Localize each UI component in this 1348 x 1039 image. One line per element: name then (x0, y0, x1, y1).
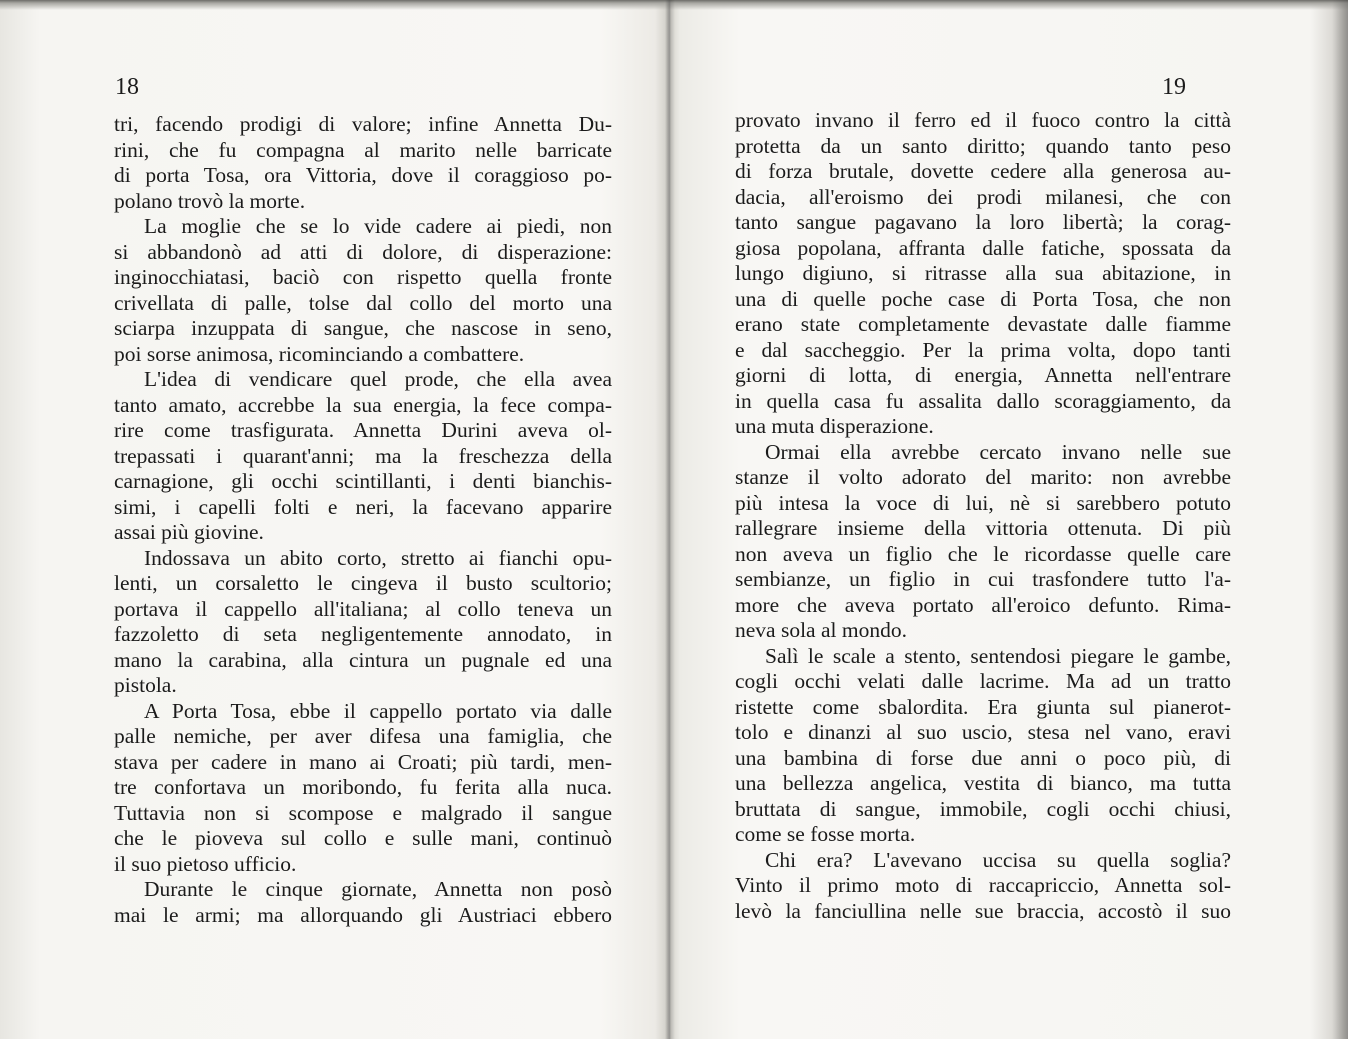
text-line: e dal saccheggio. Per la prima volta, dopo tanti (735, 337, 1231, 362)
text-line: La moglie che se lo vide cadere ai piedi, non (144, 214, 612, 238)
text-line: levò la fanciullina nelle sue braccia, accostò il suo (735, 898, 1231, 923)
right-page-text (735, 108, 1231, 924)
text-line: rini, che fu compagna al marito nelle barricate (114, 137, 612, 162)
text-line: fazzoletto di seta negligentemente annodato, in (114, 622, 612, 646)
text-line: Vinto il primo moto di raccapriccio, Annetta sol- (735, 873, 1231, 897)
text-line: trepassati i quarant'anni; ma la freschezza della (114, 443, 612, 468)
text-line: bruttata di sangue, immobile, cogli occhi chiusi, (735, 796, 1231, 821)
text-line: A Porta Tosa, ebbe il cappello portato via dalle (144, 698, 612, 723)
text-line: portava il cappello all'italiana; al collo teneva un (114, 596, 612, 621)
text-line: ristette come sbalordita. Era giunta sul pianerot- (735, 694, 1231, 719)
text-line: inginocchiatasi, baciò con rispetto quella fronte (114, 265, 612, 289)
text-line: in quella casa fu assalita dallo scoraggiamento, da (735, 388, 1231, 413)
text-line: non aveva un figlio che le ricordasse quelle care (735, 541, 1231, 566)
text-line: simi, i capelli folti e neri, la facevano apparire (114, 494, 612, 519)
text-line: tanto amato, accrebbe la sua energia, la fece compa- (114, 392, 612, 417)
left-page (0, 0, 664, 1039)
text-line: L'idea di vendicare quel prode, che ella avea (144, 367, 612, 391)
page-number-right: 19 (1162, 74, 1186, 100)
right-page (676, 0, 1348, 1039)
text-line: una bambina di forse due anni o poco più, di (735, 745, 1231, 770)
text-line: più intesa la voce di lui, nè si sarebbero potuto (735, 490, 1231, 515)
text-line: palle nemiche, per aver difesa una famiglia, che (114, 724, 612, 748)
text-line: sciarpa inzuppata di sangue, che nascose in seno, (114, 316, 612, 340)
page-right-edge (1332, 0, 1348, 1039)
text-line: protetta da un santo diritto; quando tanto peso (735, 133, 1231, 158)
text-line: Indossava un abito corto, stretto ai fianchi opu- (144, 545, 612, 570)
text-line: provato invano il ferro ed il fuoco contro la città (735, 108, 1231, 132)
text-line: more che aveva portato all'eroico defunto. Rima- (735, 592, 1231, 617)
text-line: tri, facendo prodigi di valore; infine Annetta Du- (114, 112, 612, 136)
text-line: pistola. (114, 673, 177, 697)
text-line: di porta Tosa, ora Vittoria, dove il coraggioso po- (114, 163, 612, 187)
text-line: che le pioveva sul collo e sulle mani, continuò (114, 826, 612, 850)
text-line: mano la carabina, alla cintura un pugnale ed una (114, 647, 612, 672)
text-line: Ormai ella avrebbe cercato invano nelle sue (765, 439, 1231, 464)
text-line: Durante le cinque giornate, Annetta non posò (144, 877, 612, 901)
text-line: giorni di lotta, di energia, Annetta nell'entrare (735, 363, 1231, 387)
text-line: cogli occhi velati dalle lacrime. Ma ad un tratto (735, 669, 1231, 693)
text-line: mai le armi; ma allorquando gli Austriaci ebbero (114, 902, 612, 927)
text-line: erano state completamente devastate dalle fiamme (735, 312, 1231, 336)
text-line: rire come trasfigurata. Annetta Durini aveva ol- (114, 418, 612, 442)
left-page-text (114, 112, 612, 928)
text-line: Salì le scale a stento, sentendosi piegare le gambe, (765, 643, 1231, 668)
page-number-left: 18 (115, 74, 139, 100)
text-line: poi sorse animosa, ricominciando a combattere. (114, 341, 525, 366)
text-line: lenti, un corsaletto le cingeva il busto scultorio; (114, 571, 612, 595)
text-line: neva sola al mondo. (735, 618, 907, 642)
text-line: una di quelle poche case di Porta Tosa, che non (735, 286, 1231, 311)
text-line: di forza brutale, dovette cedere alla generosa au- (735, 159, 1231, 183)
text-line: polano trovò la morte. (114, 188, 306, 213)
text-line: lungo digiuno, si ritrasse alla sua abitazione, in (735, 261, 1231, 285)
text-line: stava per cadere in mano ai Croati; più tardi, men- (114, 749, 612, 774)
text-line: tanto sangue pagavano la loro libertà; la corag- (735, 210, 1231, 234)
text-line: Tuttavia non si scompose e malgrado il sangue (114, 800, 612, 825)
text-line: assai più giovine. (114, 520, 264, 544)
text-line: rallegrare insieme della vittoria ottenuta. Di più (735, 516, 1231, 540)
text-line: si abbandonò ad atti di dolore, di disperazione: (114, 239, 612, 264)
text-line: stanze il volto adorato del marito: non avrebbe (735, 465, 1231, 489)
text-line: una bellezza angelica, vestita di bianco, ma tutta (735, 771, 1231, 795)
text-line: dacia, all'eroismo dei prodi milanesi, che con (735, 184, 1231, 209)
text-line: sembianze, un figlio in cui trasfondere tutto l'a- (735, 567, 1231, 591)
text-line: come se fosse morta. (735, 822, 916, 846)
text-line: il suo pietoso ufficio. (114, 851, 297, 876)
text-line: una muta disperazione. (735, 414, 934, 438)
book-gutter (665, 0, 675, 1039)
text-line: crivellata di palle, tolse dal collo del morto una (114, 290, 612, 315)
text-line: tre confortava un moribondo, fu ferita alla nuca. (114, 775, 612, 799)
text-line: carnagione, gli occhi scintillanti, i denti bianchis- (114, 469, 612, 493)
text-line: Chi era? L'avevano uccisa su quella soglia? (765, 847, 1231, 872)
text-line: tolo e dinanzi al suo uscio, stesa nel vano, eravi (735, 720, 1231, 744)
text-line: giosa popolana, affranta dalle fatiche, spossata da (735, 235, 1231, 260)
